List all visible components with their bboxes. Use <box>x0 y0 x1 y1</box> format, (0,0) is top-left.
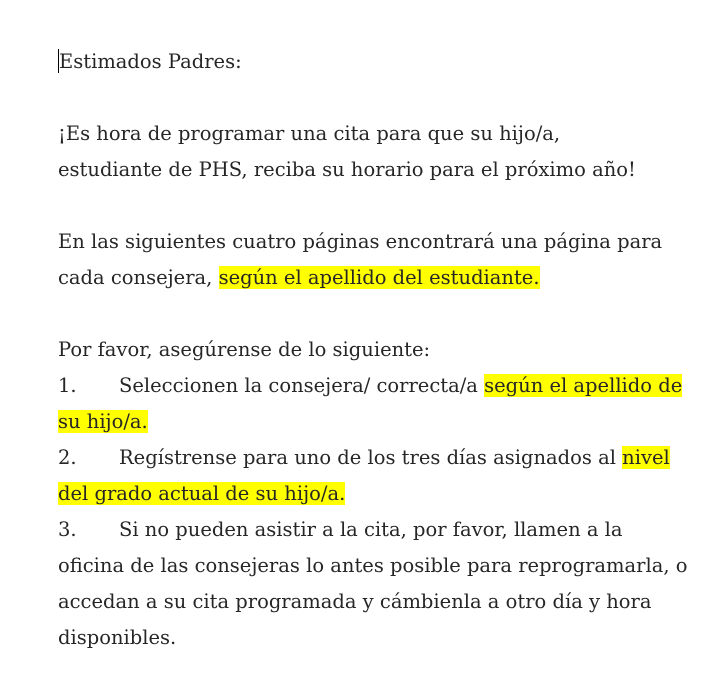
list-number: 3. <box>58 518 77 541</box>
intro-line-2: estudiante de PHS, reciba su horario para el próximo año! <box>58 158 636 181</box>
list-number: 1. <box>58 374 77 397</box>
list-highlight: según el apellido de su hijo/a. <box>58 374 683 433</box>
paragraph-spacer <box>58 296 688 332</box>
list-highlight: nivel del grado actual de su hijo/a. <box>58 446 670 505</box>
list-text: Seleccionen la consejera/ correcta/a <box>119 374 485 397</box>
instructions-lead: Por favor, asegúrense de lo siguiente: <box>58 338 431 361</box>
list-number: 2. <box>58 446 77 469</box>
greeting: Estimados Padres: <box>59 50 242 73</box>
pages-paragraph <box>58 224 688 296</box>
list-text: Regístrense para uno de los tres días asignados al <box>119 446 623 469</box>
document-body[interactable] <box>58 44 688 656</box>
list-item-1 <box>58 368 688 440</box>
intro-paragraph <box>58 116 688 188</box>
intro-line-1: ¡Es hora de programar una cita para que su hijo/a, <box>58 122 561 145</box>
paragraph-spacer <box>58 188 688 224</box>
list-item-3 <box>58 512 688 656</box>
paragraph-spacer <box>58 80 688 116</box>
pages-text: En las siguientes cuatro páginas encontrará una página para cada consejera, <box>58 230 663 289</box>
pages-highlight: según el apellido del estudiante. <box>218 266 540 289</box>
list-text: Si no pueden asistir a la cita, por favor, llamen a la oficina de las consejeras lo antes posible para reprogramarla, o accedan a su cita programada y cámbienla a otro día y hora disponibles. <box>58 518 688 649</box>
list-item-2 <box>58 440 688 512</box>
greeting-paragraph <box>58 44 688 80</box>
